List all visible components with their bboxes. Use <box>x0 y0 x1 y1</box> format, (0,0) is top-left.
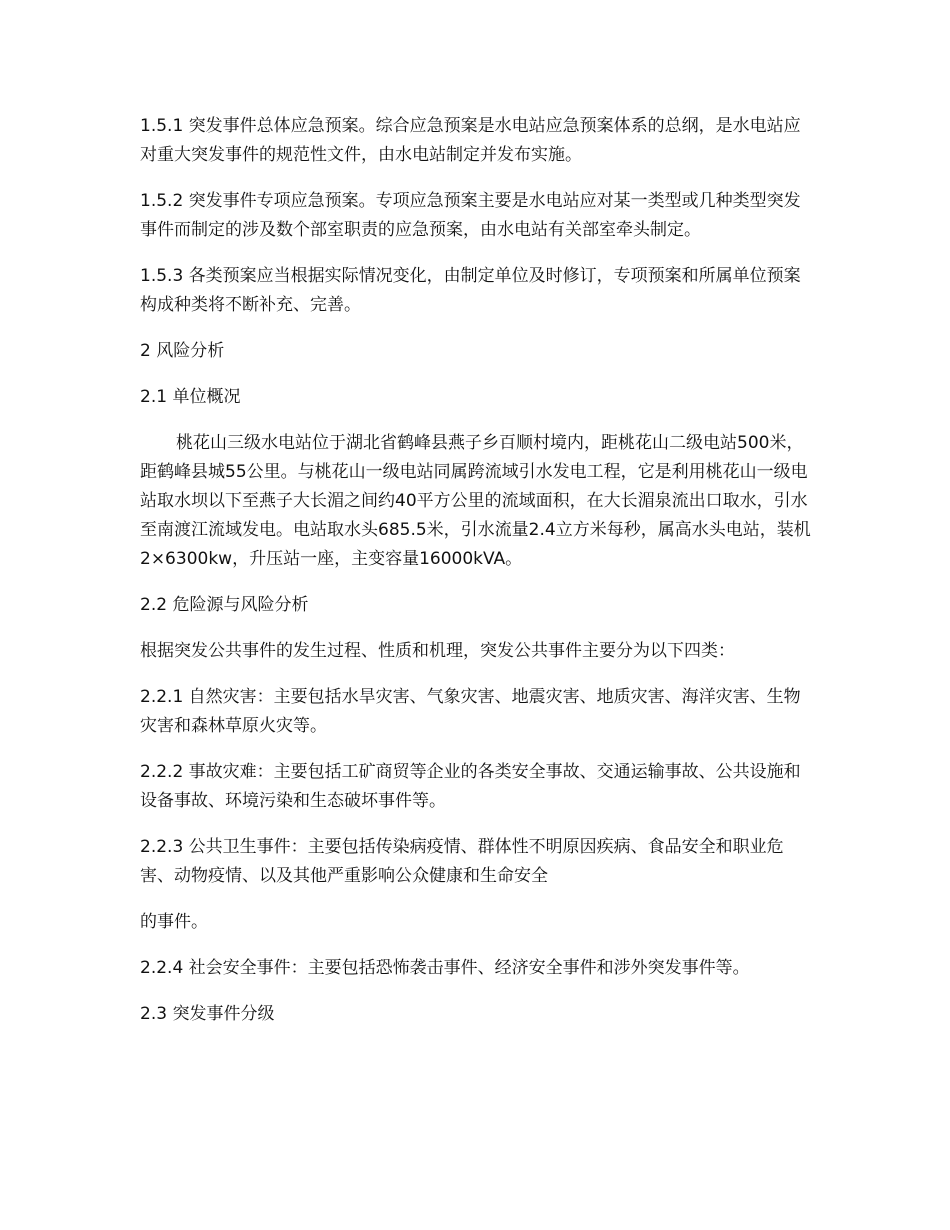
paragraph-2-2-3: 2.2.3 公共卫生事件：主要包括传染病疫情、群体性不明原因疾病、食品安全和职业危害、动物疫情、以及其他严重影响公众健康和生命安全 <box>140 837 784 886</box>
paragraph-2-2-4: 2.2.4 社会安全事件：主要包括恐怖袭击事件、经济安全事件和涉外突发事件等。 <box>140 958 750 978</box>
paragraph-1-5-1: 1.5.1 突发事件总体应急预案。综合应急预案是水电站应急预案体系的总纲，是水电站应对重大突发事件的规范性文件，由水电站制定并发布实施。 <box>140 116 801 165</box>
heading-2-2-hazard-analysis: 2.2 危险源与风险分析 <box>140 595 309 615</box>
heading-2-risk-analysis: 2 风险分析 <box>140 341 225 361</box>
paragraph-1-5-3: 1.5.3 各类预案应当根据实际情况变化，由制定单位及时修订，专项预案和所属单位预案构成种类将不断补充、完善。 <box>140 266 801 315</box>
paragraph-unit-overview: 桃花山三级水电站位于湖北省鹤峰县燕子乡百顺村境内，距桃花山二级电站500米，距鹤峰县城55公里。与桃花山一级电站同属跨流域引水发电工程，它是利用桃花山一级电站取水坝以下至燕子大长湄之间约40平方公里的流域面积，在大长湄泉流出口取水，引水至南渡江流域发电。电站取水头685.5米，引水流量2.4立方米每秒，属高水头电站，装机2×6300kw，升压站一座，主变容量16000kVA。 <box>140 433 811 569</box>
paragraph-2-2-3-continued: 的事件。 <box>140 912 208 932</box>
document-page <box>140 112 812 1046</box>
paragraph-2-2-1: 2.2.1 自然灾害：主要包括水旱灾害、气象灾害、地震灾害、地质灾害、海洋灾害、生物灾害和森林草原火灾等。 <box>140 687 801 736</box>
paragraph-event-categories-intro: 根据突发公共事件的发生过程、性质和机理，突发公共事件主要分为以下四类： <box>140 641 735 661</box>
heading-2-3-event-grading: 2.3 突发事件分级 <box>140 1004 275 1024</box>
paragraph-1-5-2: 1.5.2 突发事件专项应急预案。专项应急预案主要是水电站应对某一类型或几种类型突发事件而制定的涉及数个部室职责的应急预案，由水电站有关部室牵头制定。 <box>140 191 801 240</box>
heading-2-1-unit-overview: 2.1 单位概况 <box>140 387 241 407</box>
paragraph-2-2-2: 2.2.2 事故灾难：主要包括工矿商贸等企业的各类安全事故、交通运输事故、公共设施和设备事故、环境污染和生态破坏事件等。 <box>140 762 801 811</box>
